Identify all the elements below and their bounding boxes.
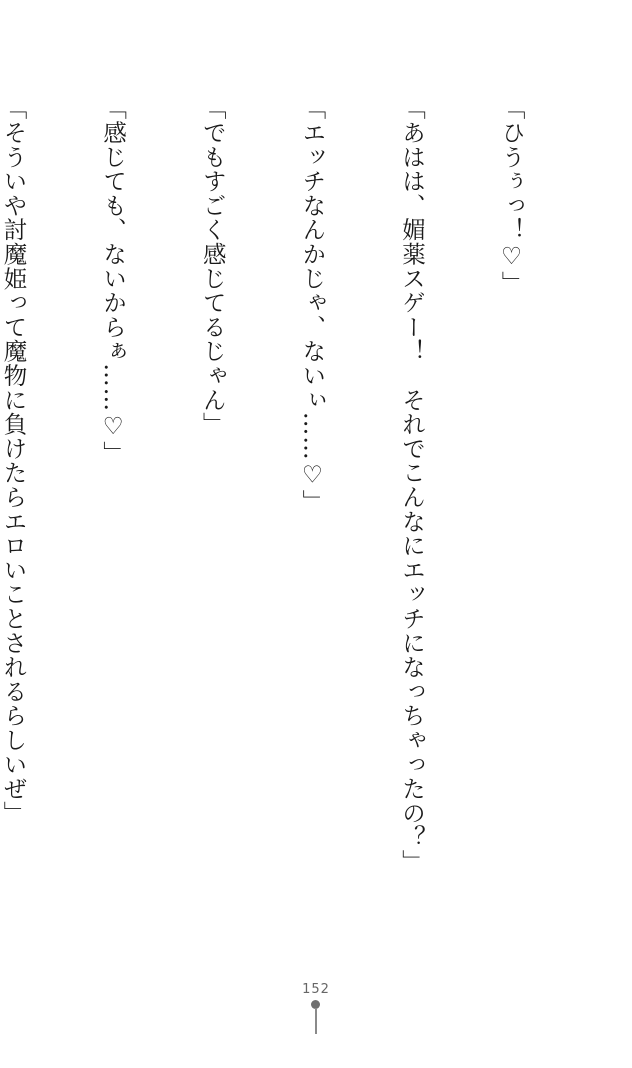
text-line: 「でもすごく感じてるじゃん」 — [198, 96, 227, 437]
folio-line — [315, 1008, 317, 1034]
text-line: 「そういや討魔姫って魔物に負けたらエロいことされるらしいぜ」 — [0, 96, 28, 825]
text-line: 「感じても、ないからぁ……♡」 — [99, 96, 128, 465]
page-number: 152 — [302, 982, 330, 997]
text-line: 「ひうぅっ！♡」 — [497, 96, 526, 295]
text-line: 「あはは、媚薬スゲー！ それでこんなにエッチになっちゃったの？」 — [397, 96, 426, 874]
vertical-text-block — [0, 96, 594, 956]
text-line: 「エッチなんかじゃ、ないぃ……♡」 — [298, 96, 327, 514]
